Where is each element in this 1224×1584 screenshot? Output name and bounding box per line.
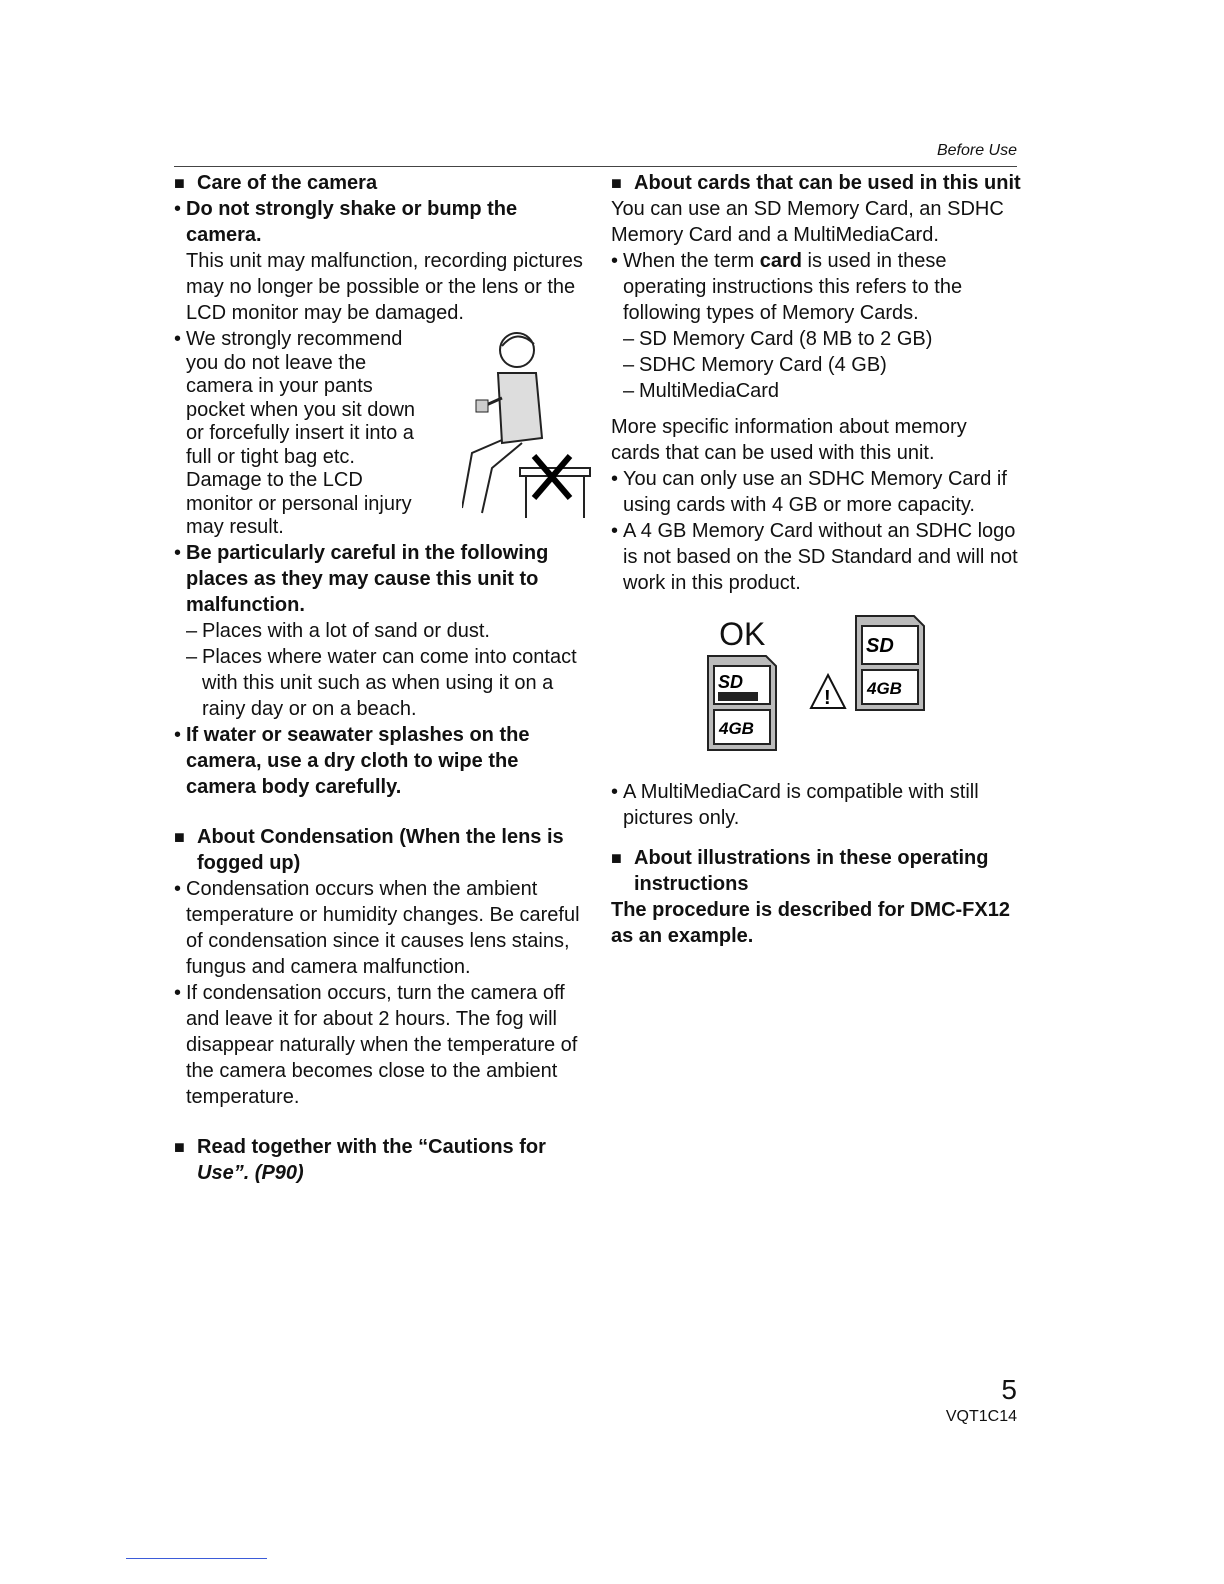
care-bullet-2: • We strongly recommend you do not leave the camera in your pants pocket when you sit down or forcefully insert it into a full or tight bag etc. Damage to the LCD monitor or personal injury may result.: [174, 328, 584, 540]
dash-icon: [623, 352, 639, 378]
cards-more-info: More specific information about memory cards that can be used with this unit.: [611, 416, 967, 464]
square-bullet-icon: [611, 845, 634, 897]
bullet-icon: [174, 722, 186, 800]
illustrations-text: The procedure is described for DMC-FX12 as an example.: [611, 899, 1010, 947]
svg-text:4GB: 4GB: [719, 719, 755, 738]
person-sitting-warning-icon: [462, 328, 592, 518]
condensation-bullet-1: • Condensation occurs when the ambient temperature or humidity changes. Be careful of condensation since it causes lens stains, fungus and camera malfunction.: [174, 876, 584, 980]
illustrations-heading: ■ About illustrations in these operating instructions: [611, 845, 1021, 897]
svg-text:SD: SD: [718, 672, 744, 692]
bullet-icon: [174, 980, 186, 1110]
care-dash-1: – Places with a lot of sand or dust.: [174, 618, 584, 644]
svg-text:4GB: 4GB: [866, 679, 902, 698]
bullet-icon: [611, 518, 623, 596]
care-bullet-1-text: This unit may malfunction, recording pictures may no longer be possible or the lens or the LCD monitor may be damaged.: [186, 250, 583, 324]
bullet-icon: [174, 540, 186, 618]
svg-text:SD: SD: [865, 635, 894, 657]
section-label: Before Use: [936, 142, 1017, 159]
square-bullet-icon: [174, 824, 197, 876]
sd-card-icon: [854, 614, 926, 712]
svg-text:!: !: [824, 687, 831, 709]
cards-intro: You can use an SD Memory Card, an SDHC Memory Card and a MultiMediaCard.: [611, 198, 1004, 246]
cautions-heading: ■ Read together with the “Cautions for Use”. (P90): [174, 1134, 584, 1186]
cards-bullet-4: • A MultiMediaCard is compatible with still pictures only.: [611, 779, 1021, 831]
sdhc-card-icon: [706, 654, 778, 752]
left-column: [174, 170, 584, 1186]
dash-icon: [623, 326, 639, 352]
dash-icon: [623, 378, 639, 404]
condensation-bullet-2: • If condensation occurs, turn the camera off and leave it for about 2 hours. The fog will disappear naturally when the temperature of the camera becomes close to the ambient temperature.: [174, 980, 584, 1110]
caution-triangle-icon: [808, 672, 848, 712]
dash-icon: [186, 644, 202, 722]
cards-bullet-2: • You can only use an SDHC Memory Card if using cards with 4 GB or more capacity.: [611, 466, 1021, 518]
header-rule: [174, 166, 1017, 167]
sd-card-group: [808, 614, 926, 759]
cards-dash-2: – SDHC Memory Card (4 GB): [611, 352, 1021, 378]
bullet-icon: [174, 196, 186, 248]
card-compatibility-figure: [611, 614, 1021, 759]
pocket-warning-block: [174, 328, 584, 540]
square-bullet-icon: [611, 170, 634, 196]
square-bullet-icon: [174, 1134, 197, 1186]
cards-bullet-1: • When the term card is used in these operating instructions this refers to the following types of Memory Cards.: [611, 248, 1021, 326]
care-bullet-1: • Do not strongly shake or bump the camera.: [174, 196, 584, 248]
bullet-icon: [611, 779, 623, 831]
care-heading: ■ Care of the camera: [174, 170, 584, 196]
care-dash-2: – Places where water can come into contact with this unit such as when using it on a rainy day or on a beach.: [174, 644, 584, 722]
bullet-icon: [611, 248, 623, 326]
cards-heading: ■ About cards that can be used in this unit: [611, 170, 1021, 196]
document-code: VQT1C14: [945, 1408, 1017, 1425]
care-bullet-3: • Be particularly careful in the following places as they may cause this unit to malfunction.: [174, 540, 584, 618]
page-number: 5: [1001, 1374, 1017, 1405]
ok-label: OK: [719, 616, 766, 652]
square-bullet-icon: [174, 170, 197, 196]
bullet-icon: [174, 328, 186, 540]
bullet-icon: [174, 876, 186, 980]
cards-dash-1: – SD Memory Card (8 MB to 2 GB): [611, 326, 1021, 352]
footer-link-line: [126, 1558, 267, 1559]
condensation-heading: ■ About Condensation (When the lens is fogged up): [174, 824, 584, 876]
cards-bullet-3: • A 4 GB Memory Card without an SDHC logo is not based on the SD Standard and will not work in this product.: [611, 518, 1021, 596]
sdhc-card-group: [706, 614, 778, 759]
right-column: [611, 170, 1021, 949]
bullet-icon: [611, 466, 623, 518]
care-bullet-4: • If water or seawater splashes on the camera, use a dry cloth to wipe the camera body carefully.: [174, 722, 584, 800]
dash-icon: [186, 618, 202, 644]
cards-dash-3: – MultiMediaCard: [611, 378, 1021, 404]
